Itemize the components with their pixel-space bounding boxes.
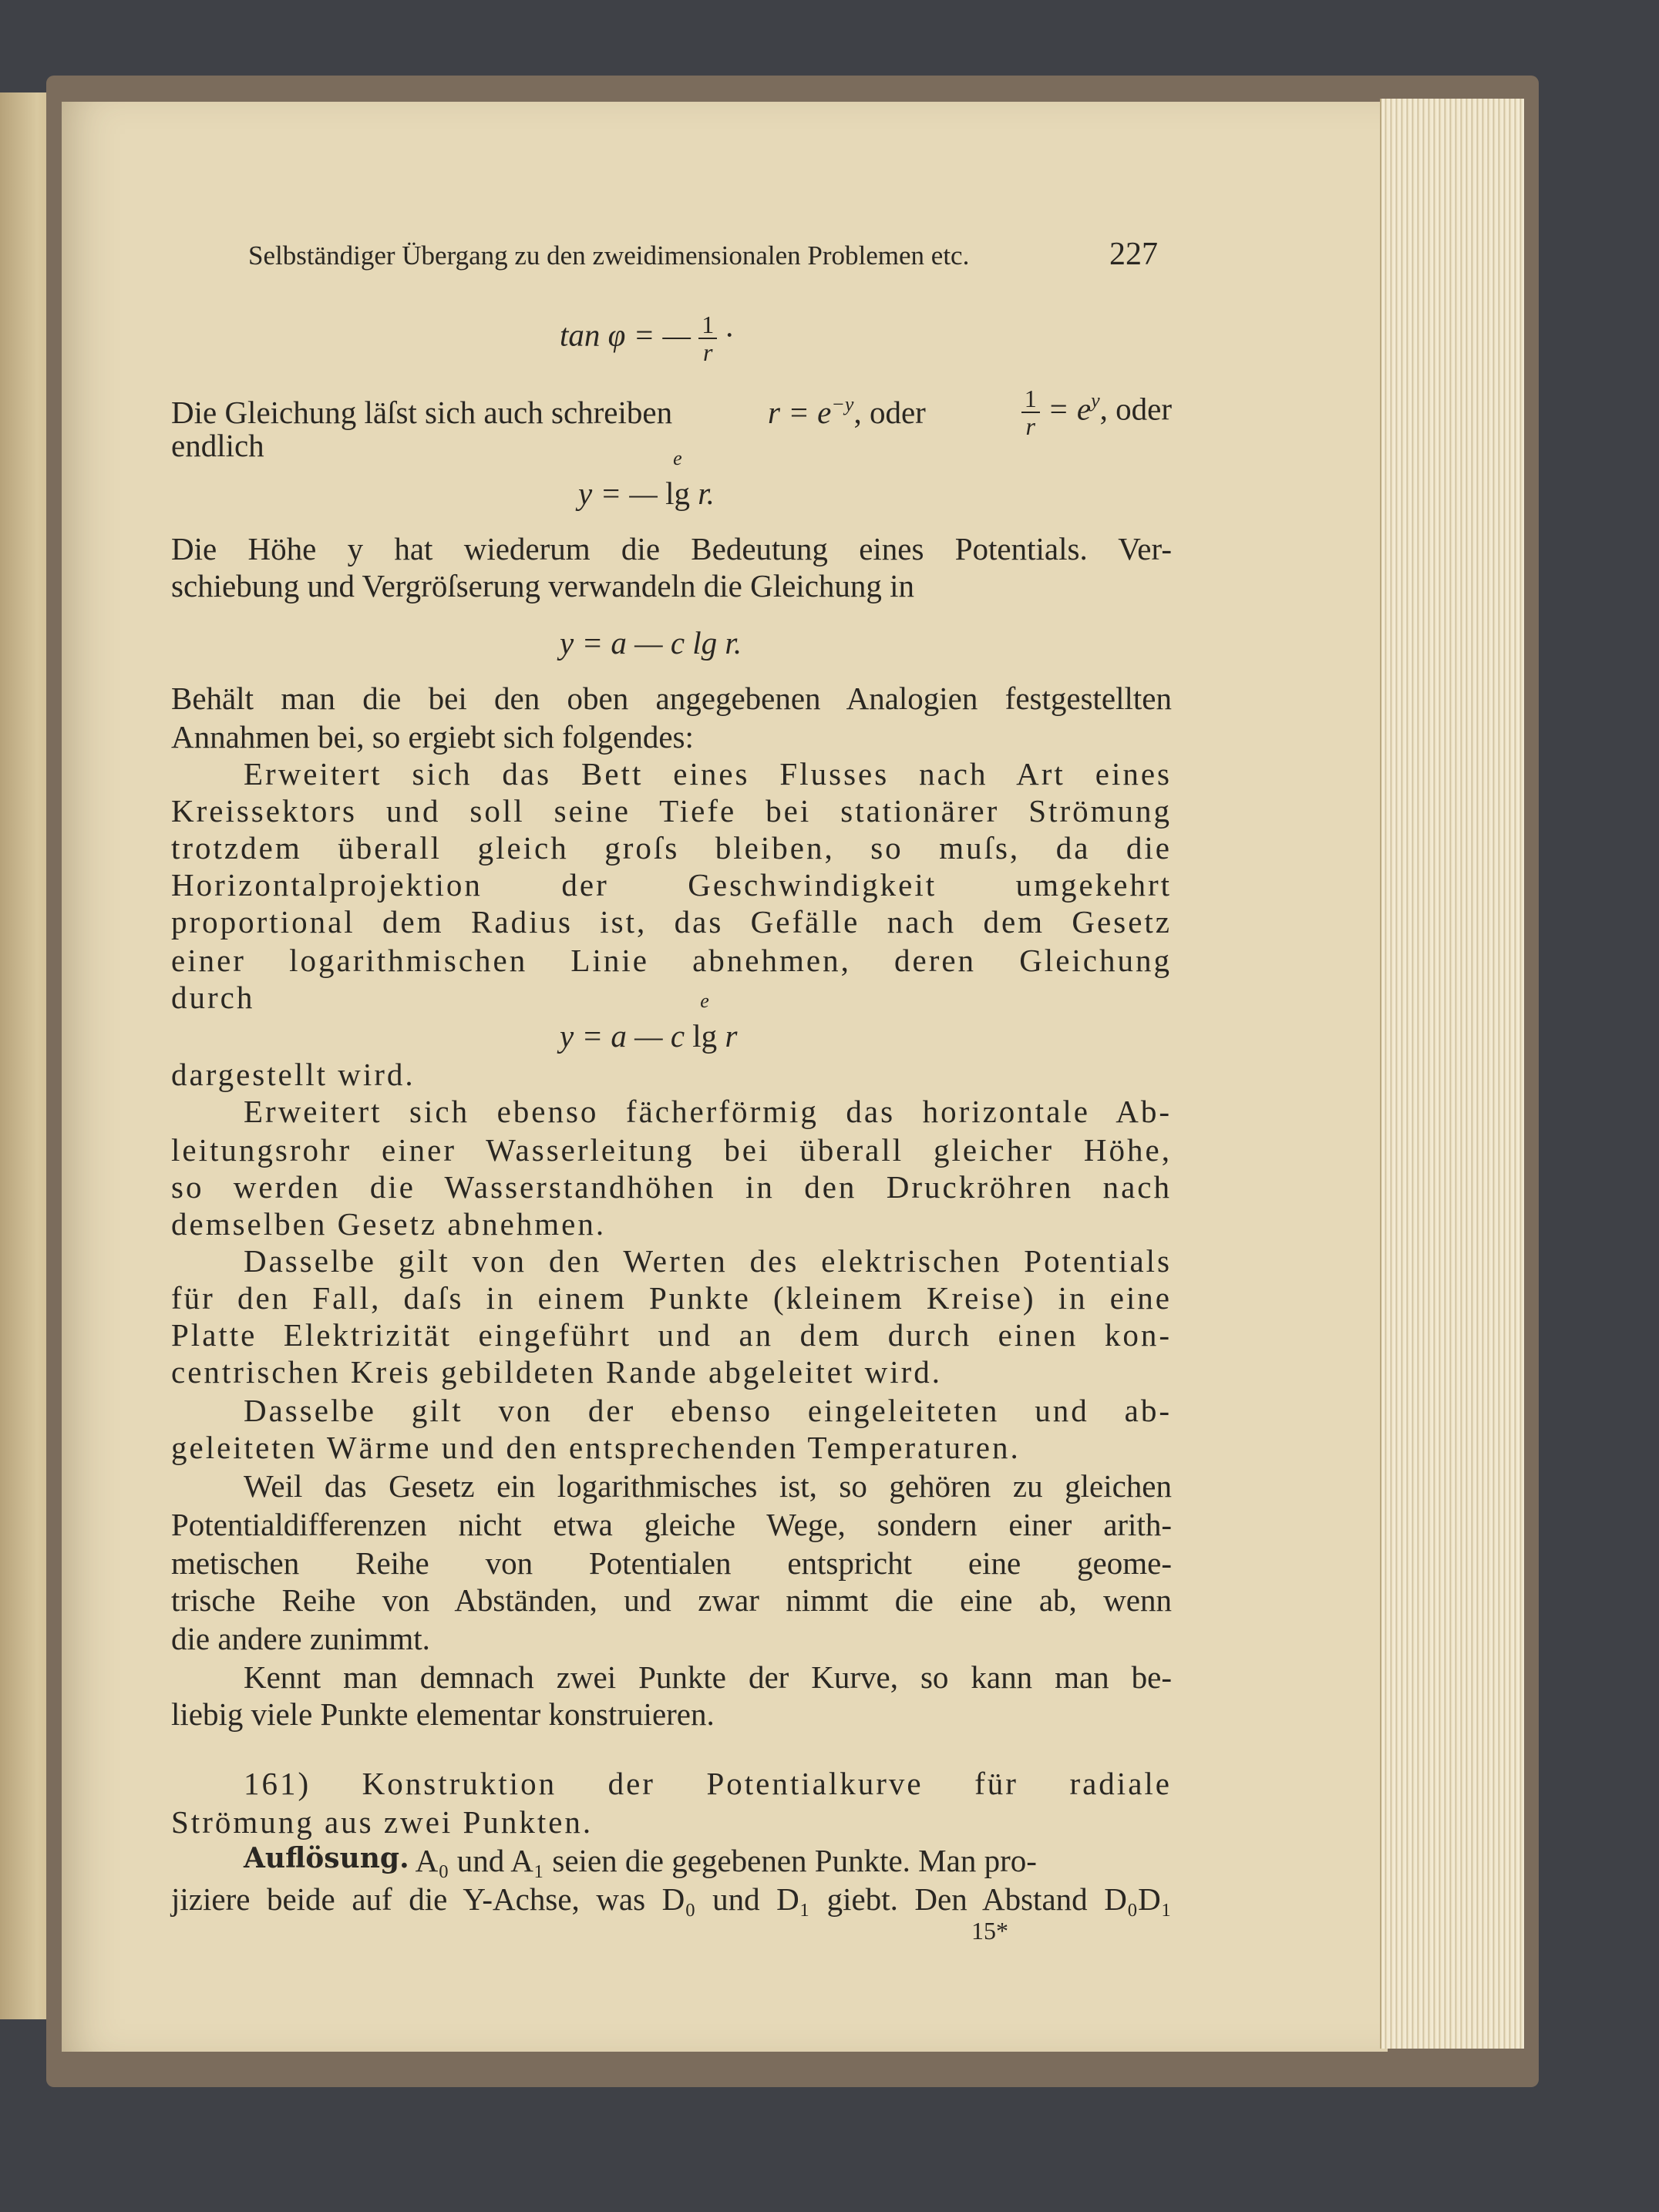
aufloesung-label: Auflösung. xyxy=(244,1842,409,1874)
text-line: Erweitert sich das Bett eines Flusses nach Art eines xyxy=(244,756,1172,792)
text-line: Platte Elektrizität eingeführt und an dem durch einen kon- xyxy=(171,1317,1172,1353)
formula-text: = e xyxy=(1047,391,1092,427)
text-line: centrischen Kreis gebildeten Rande abgeleitet wird. xyxy=(171,1354,943,1390)
text-line: jiziere beide auf die Y-Achse, was D₀ und D₁ giebt. Den Abstand D₀D₁ xyxy=(171,1881,1172,1917)
text-line: einer logarithmischen Linie abnehmen, deren Gleichung xyxy=(171,943,1172,978)
formula-tail: · xyxy=(725,317,733,353)
running-header xyxy=(248,236,1158,273)
page-number: 227 xyxy=(1109,237,1158,272)
text-line: Kreissektors und soll seine Tiefe bei stationärer Strömung xyxy=(171,793,1172,829)
text-line: Die Höhe y hat wiederum die Bedeutung eines Potentials. Ver- xyxy=(171,531,1172,566)
log-base: e xyxy=(700,990,709,1012)
text-line: metischen Reihe von Potentialen entspricht eine geome- xyxy=(171,1545,1172,1581)
text-line: geleiteten Wärme und den entsprechenden Temperaturen. xyxy=(171,1430,1021,1465)
fraction-denominator: r xyxy=(1025,412,1035,440)
text-line: Weil das Gesetz ein logarithmisches ist, so gehören zu gleichen xyxy=(244,1468,1172,1504)
formula-text: r = e xyxy=(768,395,832,430)
formula-y-a-c-lg-r: y = a — c lg r. xyxy=(560,625,742,661)
formula-y-a-c-log-e xyxy=(560,990,738,1054)
section-heading-cont: Strömung aus zwei Punkten. xyxy=(171,1804,594,1840)
fraction-denominator: r xyxy=(702,338,713,366)
text-line: dargestellt wird. xyxy=(171,1057,416,1092)
text-line: demselben Gesetz abnehmen. xyxy=(171,1206,607,1242)
text-segment: A₀ und A₁ seien die gegebenen Punkte. Man pro- xyxy=(409,1843,1037,1878)
text-segment: Die Gleichung läſst sich auch schreiben xyxy=(171,395,673,430)
text-line: Dasselbe gilt von der ebenso eingeleiteten und ab- xyxy=(244,1393,1172,1428)
text-line: die andere zunimmt. xyxy=(171,1621,430,1656)
text-line: schiebung und Vergröſserung verwandeln die Gleichung in xyxy=(171,568,915,603)
text-line: proportional dem Radius ist, das Gefälle nach dem Gesetz xyxy=(171,904,1172,940)
text-line: leitungsrohr einer Wasserleitung bei überall gleicher Höhe, xyxy=(171,1132,1172,1168)
log-label: lg xyxy=(692,1018,718,1054)
text-line: so werden die Wasserstandhöhen in den Druckröhren nach xyxy=(171,1169,1172,1205)
text-line: trische Reihe von Abständen, und zwar nimmt die eine ab, wenn xyxy=(171,1582,1172,1618)
log-label: lg xyxy=(665,476,690,511)
text-line: für den Fall, daſs in einem Punkte (kleinem Kreise) in eine xyxy=(171,1280,1172,1316)
signature-mark: 15* xyxy=(971,1917,1008,1945)
text-segment: , oder xyxy=(1099,391,1172,427)
text-line: liebig viele Punkte elementar konstruieren. xyxy=(171,1696,715,1732)
formula-text: r. xyxy=(689,476,715,511)
text-line-aufloesung xyxy=(244,1842,1172,1879)
text-segment: , oder xyxy=(853,395,926,430)
text-line: trotzdem überall gleich groſs bleiben, so muſs, da die xyxy=(171,830,1172,866)
formula-y-lg-r xyxy=(578,447,715,512)
formula-text: r xyxy=(717,1018,738,1054)
fraction-numerator: 1 xyxy=(1021,385,1040,413)
text-line: Dasselbe gilt von den Werten des elektrischen Potentials xyxy=(244,1243,1172,1279)
section-heading: 161) Konstruktion der Potentialkurve für radiale xyxy=(244,1766,1172,1801)
superscript: y xyxy=(1091,389,1100,412)
formula-text: y = a — c xyxy=(560,1018,685,1054)
fraction-1-over-r xyxy=(698,311,717,365)
inline-formula-r-e xyxy=(768,394,926,431)
formula-tan-lhs: tan φ = — xyxy=(560,317,691,353)
text-line: Behält man die bei den oben angegebenen Analogien festgestellten xyxy=(171,681,1172,716)
formula-text: y = — xyxy=(578,476,658,511)
formula-tan-phi xyxy=(560,311,733,365)
text-line: Erweitert sich ebenso fächerförmig das horizontale Ab- xyxy=(244,1094,1172,1129)
text-line: Horizontalprojektion der Geschwindigkeit umgekehrt xyxy=(171,867,1172,903)
log-operator xyxy=(692,990,718,1054)
text-line: Kennt man demnach zwei Punkte der Kurve, so kann man be- xyxy=(244,1659,1172,1695)
text-line: Potentialdifferenzen nicht etwa gleiche Wege, sondern einer arith- xyxy=(171,1507,1172,1542)
log-base: e xyxy=(673,447,682,469)
text-line: durch xyxy=(171,980,255,1015)
page-edges xyxy=(1380,99,1524,2049)
fraction-numerator: 1 xyxy=(698,311,717,339)
text-line: Annahmen bei, so ergiebt sich folgendes: xyxy=(171,719,694,755)
running-title: Selbständiger Übergang zu den zweidimensionalen Problemen etc. xyxy=(248,240,970,271)
superscript: −y xyxy=(831,393,854,415)
text-line: endlich xyxy=(171,428,264,463)
log-operator xyxy=(665,447,690,512)
